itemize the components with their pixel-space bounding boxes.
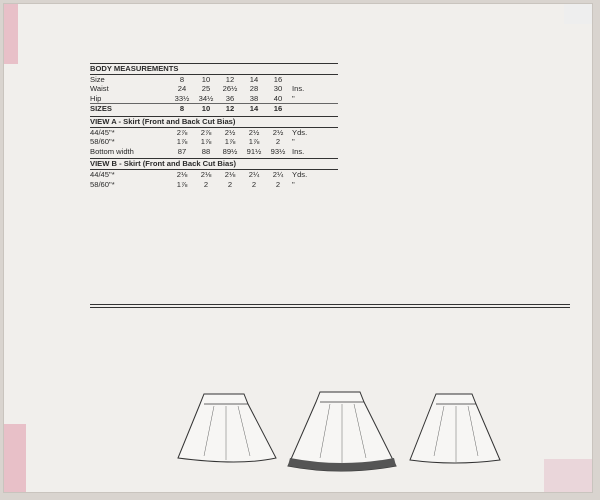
- row-unit: ": [292, 93, 295, 103]
- imperial-table: [90, 62, 338, 199]
- row-value: 38: [249, 93, 259, 103]
- table-row: [90, 84, 338, 94]
- row-value: 1⅞: [176, 179, 188, 189]
- tape-corner: [4, 424, 26, 492]
- row-value: 2¼: [272, 169, 284, 179]
- row-value: 2⅞: [200, 127, 212, 137]
- row-label: Bottom width: [90, 146, 134, 156]
- row-value: 2: [275, 137, 281, 147]
- row-unit: Ins.: [292, 84, 305, 94]
- row-value: 87: [177, 146, 187, 156]
- row-value: 10: [201, 104, 211, 114]
- row-unit: [290, 104, 316, 114]
- row-value: 40: [273, 93, 283, 103]
- row-value: 2: [203, 179, 209, 189]
- row-label: Size: [90, 74, 105, 84]
- table-row: [90, 75, 338, 85]
- section-title: [90, 189, 338, 199]
- row-value: 2: [227, 179, 233, 189]
- row-value: 2: [275, 179, 281, 189]
- row-label: 58/60"*: [90, 179, 115, 189]
- table-row: [90, 170, 338, 180]
- row-value: 12: [225, 104, 235, 114]
- skirt-view-a: [178, 394, 276, 462]
- row-value: 8: [179, 74, 185, 84]
- row-value: 2¼: [248, 169, 260, 179]
- row-value: 2½: [224, 127, 236, 137]
- table-row: [90, 147, 338, 157]
- row-unit: Yds.: [292, 127, 308, 137]
- row-value: 25: [201, 84, 211, 94]
- row-value: 28: [249, 84, 259, 94]
- row-value: 24: [177, 84, 187, 94]
- skirt-view-c: [410, 394, 500, 463]
- nap-legend: [90, 304, 570, 308]
- row-value: 16: [273, 104, 283, 114]
- pattern-envelope: [4, 4, 592, 492]
- row-value: 34½: [198, 93, 214, 103]
- row-value: 12: [225, 74, 235, 84]
- row-value: 14: [249, 104, 259, 114]
- row-value: 2⅞: [176, 127, 188, 137]
- fabric-notes: [90, 318, 572, 320]
- tape-corner: [544, 459, 592, 492]
- row-value: 2: [251, 179, 257, 189]
- row-value: 93½: [270, 146, 286, 156]
- row-label: Waist: [90, 84, 109, 94]
- row-value: 89½: [222, 146, 238, 156]
- section-title: BODY MEASUREMENTS: [90, 63, 338, 75]
- section-title: VIEW B - Skirt (Front and Back Cut Bias): [90, 158, 338, 170]
- row-label: Hip: [90, 93, 102, 103]
- row-unit: Ins.: [292, 146, 305, 156]
- table-row: [90, 94, 338, 104]
- row-label: SIZES: [90, 104, 112, 114]
- table-row: [90, 137, 338, 147]
- row-value: 2⅛: [200, 169, 212, 179]
- row-value: 1⅞: [248, 137, 260, 147]
- row-value: 14: [249, 74, 259, 84]
- row-value: 1⅞: [176, 137, 188, 147]
- row-value: 2⅛: [224, 169, 236, 179]
- row-value: 88: [201, 146, 211, 156]
- row-unit: ": [292, 179, 295, 189]
- table-row: [90, 103, 338, 114]
- torn-corner: [564, 4, 592, 24]
- row-unit: ": [292, 137, 295, 147]
- row-unit: Yds.: [292, 169, 308, 179]
- row-value: 1⅞: [200, 137, 212, 147]
- row-value: 33½: [174, 93, 190, 103]
- row-label: 58/60"*: [90, 137, 115, 147]
- row-value: 30: [273, 84, 283, 94]
- row-value: 91½: [246, 146, 262, 156]
- table-row: [90, 180, 338, 190]
- row-label: 44/45"*: [90, 169, 115, 179]
- row-label: 44/45"*: [90, 127, 115, 137]
- row-unit: [290, 75, 316, 85]
- tape-corner: [4, 4, 18, 64]
- row-value: 2½: [248, 127, 260, 137]
- table-row: [90, 128, 338, 138]
- row-value: 2⅛: [176, 169, 188, 179]
- row-value: 26½: [222, 84, 238, 94]
- skirt-view-b: [288, 392, 396, 471]
- skirt-illustrations: [174, 386, 514, 476]
- row-value: 16: [273, 74, 283, 84]
- section-title: VIEW A - Skirt (Front and Back Cut Bias): [90, 116, 338, 128]
- row-value: 8: [179, 104, 185, 114]
- row-value: 10: [201, 74, 211, 84]
- row-value: 2½: [272, 127, 284, 137]
- row-value: 1⅞: [224, 137, 236, 147]
- row-value: 36: [225, 93, 235, 103]
